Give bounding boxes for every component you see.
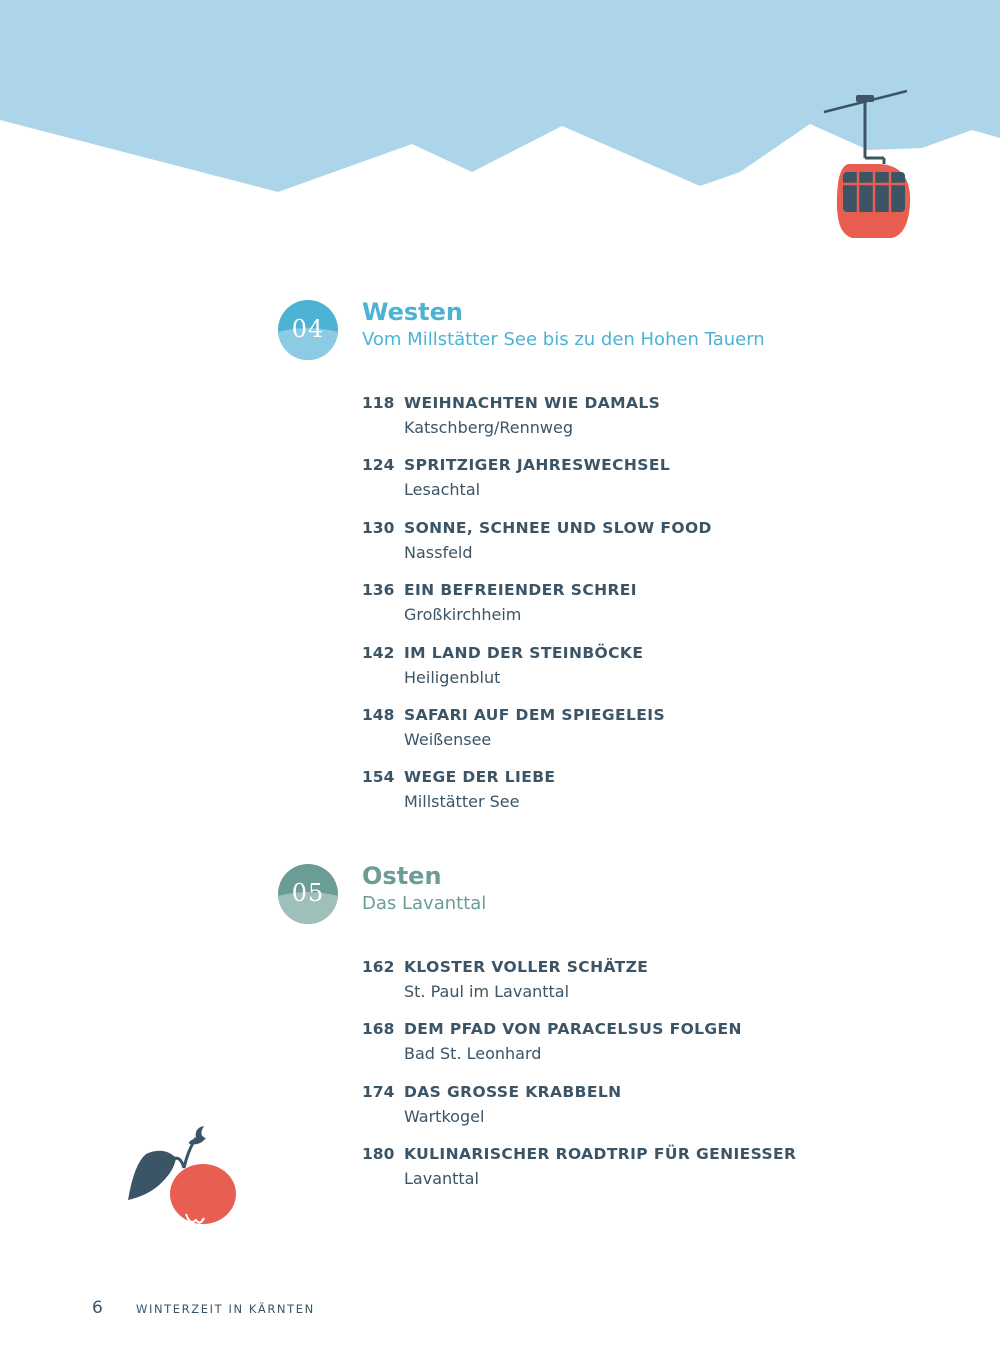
entry-title: SONNE, SCHNEE UND SLOW FOOD [404, 518, 712, 537]
entry-page-number: 118 [362, 394, 395, 412]
section-title: Westen [362, 298, 464, 326]
entry-page-number: 168 [362, 1020, 395, 1039]
entry-title: SAFARI AUF DEM SPIEGELEIS [404, 705, 666, 724]
section-title: Osten [362, 862, 442, 890]
entry-title: DEM PFAD VON PARACELSUS FOLGEN [404, 1020, 742, 1039]
entry-page-number: 148 [362, 705, 395, 724]
entry-place: Katschberg/Rennweg [404, 418, 574, 437]
entry-page-number: 130 [362, 518, 395, 537]
entry-title: SPRITZIGER JAHRESWECHSEL [404, 456, 671, 475]
entry-place: Wartkogel [404, 1106, 485, 1126]
entry-place: Nassfeld [404, 542, 473, 562]
entry-place: Großkirchheim [404, 605, 522, 625]
gondola-icon [818, 88, 914, 240]
entry-place: Bad St. Leonhard [404, 1044, 542, 1064]
entry-page-number: 142 [362, 643, 395, 662]
entry-title: WEIHNACHTEN WIE DAMALS [404, 394, 661, 412]
section-subtitle: Das Lavanttal [362, 893, 487, 914]
entry-place: Weißensee [404, 729, 492, 749]
entry-place: Millstätter See [404, 792, 520, 812]
section-number: 04 [291, 315, 325, 343]
entry-place: Lesachtal [404, 480, 481, 500]
section-subtitle: Vom Millstätter See bis zu den Hohen Tauern [362, 329, 765, 350]
entry-title: IM LAND DER STEINBÖCKE [404, 643, 644, 662]
entry-title: WEGE DER LIEBE [404, 768, 556, 787]
footer-page-number: 6 [92, 1298, 103, 1318]
section-number: 05 [291, 879, 325, 907]
entry-page-number: 180 [362, 1145, 395, 1164]
section-number-badge [278, 864, 338, 924]
entry-page-number: 124 [362, 456, 395, 475]
entry-title: EIN BEFREIENDER SCHREI [404, 581, 637, 600]
entry-title: KLOSTER VOLLER SCHÄTZE [404, 958, 649, 976]
entry-place: St. Paul im Lavanttal [404, 982, 570, 1001]
section-number-badge [278, 300, 338, 360]
entry-page-number: 174 [362, 1082, 395, 1101]
entry-title: KULINARISCHER ROADTRIP FÜR GENIESSER [404, 1145, 797, 1164]
footer-book-title: WINTERZEIT IN KÄRNTEN [136, 1302, 315, 1316]
apple-icon [124, 1124, 240, 1228]
entry-page-number: 154 [362, 768, 395, 787]
entry-place: Heiligenblut [404, 667, 501, 687]
entry-title: DAS GROSSE KRABBELN [404, 1082, 622, 1101]
entry-page-number: 136 [362, 581, 395, 600]
entry-page-number: 162 [362, 958, 395, 976]
entry-place: Lavanttal [404, 1169, 479, 1189]
